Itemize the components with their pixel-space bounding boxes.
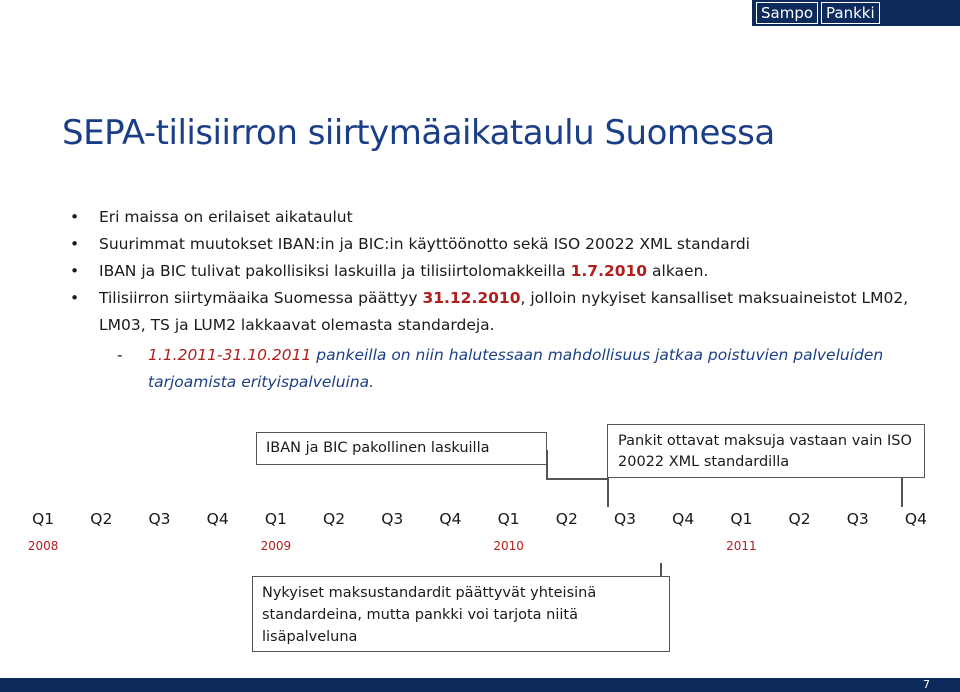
logo-pankki: Pankki [821,2,880,24]
quarter-label: Q1 [497,510,520,528]
bullet-dot-icon: • [70,208,80,226]
bullet-text: Eri maissa on erilaiset aikataulut [99,208,353,226]
timeline-cell [480,506,538,563]
bullet-list [68,204,948,396]
quarter-label: Q3 [148,510,171,528]
bullet-text: Suurimmat muutokset IBAN:in ja BIC:in käyttöönotto sekä ISO 20022 XML standardi [99,235,750,253]
connector-legacy [660,563,662,576]
sampo-pankki-logo [752,0,960,26]
timeline-cell [712,506,770,563]
date-range-highlight: 1.1.2011-31.10.2011 [148,346,312,364]
bullet-text: alkaen. [647,262,709,280]
quarter-label: Q4 [672,510,695,528]
timeline-cell [770,506,828,563]
year-label: 2010 [493,539,524,553]
quarter-label: Q3 [613,510,636,528]
sub-bullet-text: pankeilla on niin halutessaan mahdollisuus jatkaa poistuvien palveluiden tarjoamista erityispalveluina. [148,346,884,391]
page-number: 7 [923,678,930,691]
quarter-label: Q2 [90,510,113,528]
logo-sampo: Sampo [756,2,818,24]
quarter-label: Q1 [264,510,287,528]
bullet-item [68,204,948,231]
timeline-cell [596,506,654,563]
timeline-cell [247,506,305,563]
connector-iban-v2 [607,478,609,507]
year-label: 2011 [726,539,757,553]
sub-bullet-item [68,342,948,396]
quarter-label: Q2 [323,510,346,528]
quarter-label: Q2 [555,510,578,528]
timeline-cell [305,506,363,563]
connector-iban-h [546,478,608,480]
quarter-label: Q2 [788,510,811,528]
quarter-label: Q3 [381,510,404,528]
iban-callout: IBAN ja BIC pakollinen laskuilla [256,432,547,465]
bullet-text: Tilisiirron siirtymäaika Suomessa päättyy [99,289,423,307]
timeline-cell [14,506,72,563]
bullet-text: IBAN ja BIC tulivat pakollisiksi laskuilla ja tilisiirtolomakkeilla [99,262,571,280]
timeline-cell [829,506,887,563]
timeline-cell [363,506,421,563]
timeline-cell [189,506,247,563]
bullet-item [68,258,948,285]
quarter-label: Q3 [846,510,869,528]
timeline-cell [654,506,712,563]
timeline-cell [887,506,945,563]
bullet-item [68,285,948,339]
bullet-dot-icon: • [70,235,80,253]
slide-title: SEPA-tilisiirron siirtymäaikataulu Suomessa [62,113,775,153]
timeline-cell [130,506,188,563]
bullet-text: , jolloin nykyiset kansalliset maksuaineistot LM02, LM03, TS ja LUM2 lakkaavat olemasta standardeja. [99,289,909,334]
year-label: 2008 [27,539,59,553]
connector-xml [901,478,903,507]
year-label: 2009 [260,539,292,553]
bullet-dot-icon: • [70,262,80,280]
quarter-label: Q1 [730,510,753,528]
quarter-timeline [14,506,945,563]
legacy-callout: Nykyiset maksustandardit päättyvät yhteisinä standardeina, mutta pankki voi tarjota niitä lisäpalveluna [252,576,670,652]
date-highlight: 1.7.2010 [570,262,648,280]
quarter-label: Q4 [439,510,462,528]
bullet-item [68,231,948,258]
quarter-label: Q4 [904,510,927,528]
timeline-cell [538,506,596,563]
xml-callout: Pankit ottavat maksuja vastaan vain ISO 20022 XML standardilla [607,424,925,478]
timeline-cell [72,506,130,563]
quarter-label: Q4 [206,510,229,528]
footer-bar [0,678,960,692]
sub-bullet-dash: - [117,346,123,364]
quarter-label: Q1 [32,510,55,528]
timeline-cell [421,506,479,563]
date-highlight: 31.12.2010 [422,289,521,307]
bullet-dot-icon: • [70,289,80,307]
